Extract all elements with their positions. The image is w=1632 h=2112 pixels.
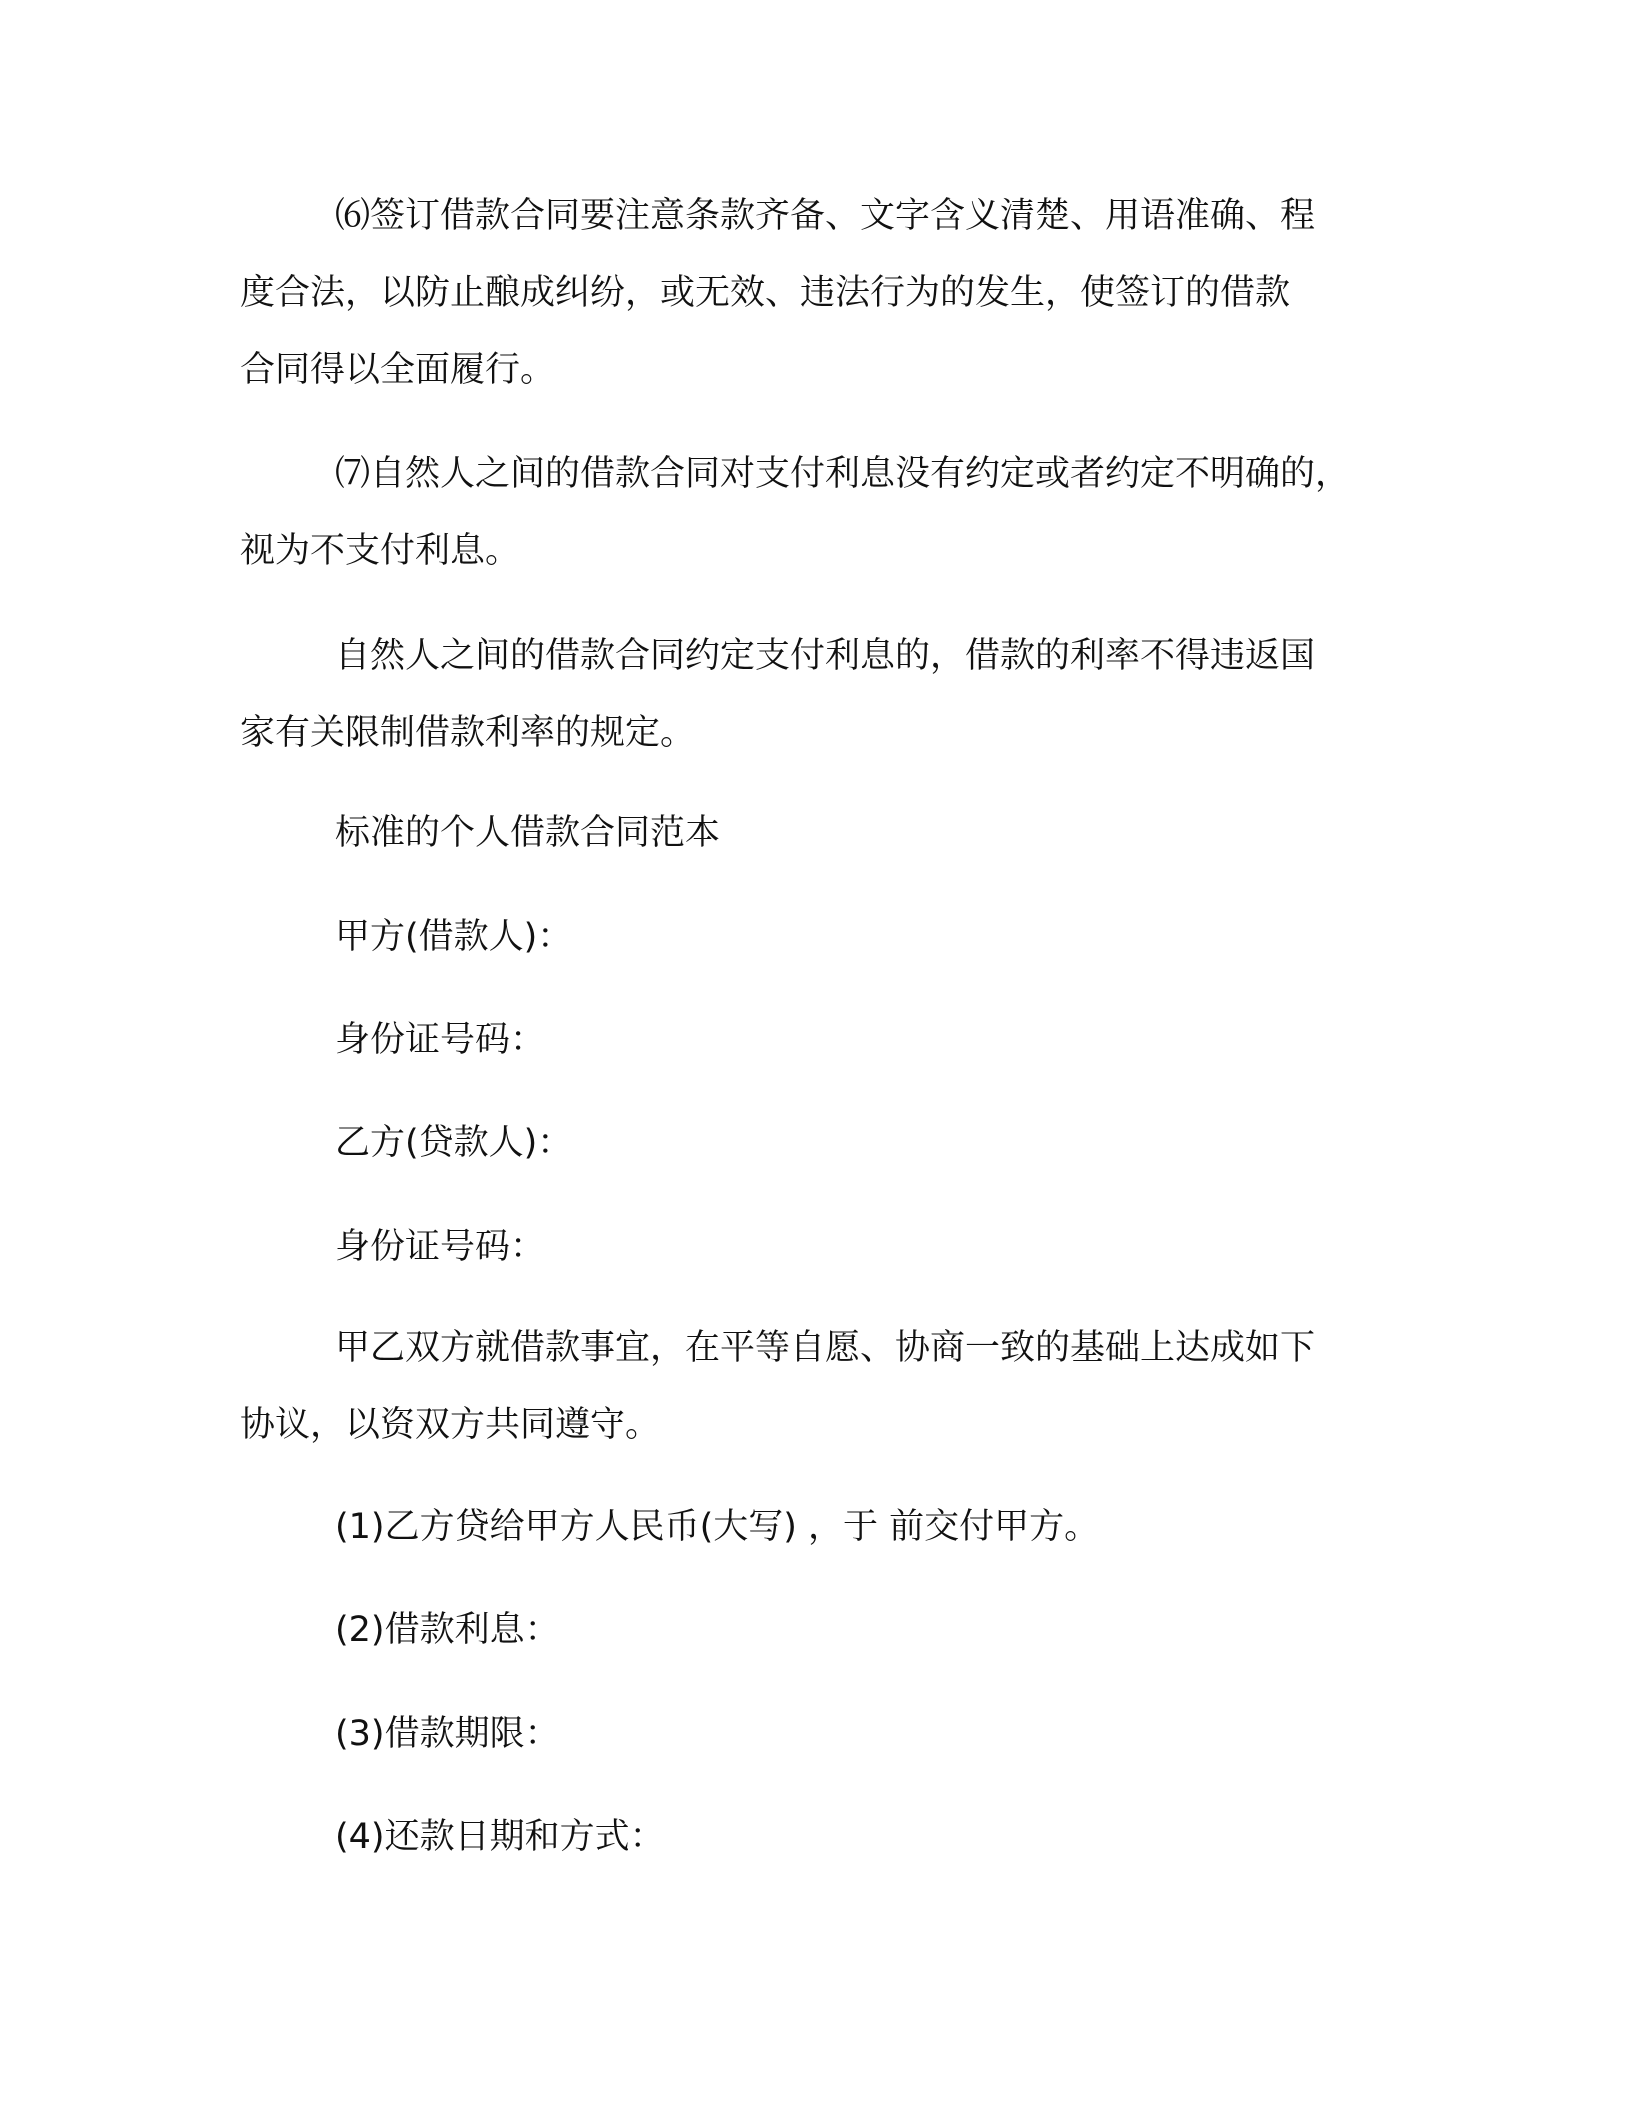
- clause-2: (2)借款利息：: [335, 1610, 560, 1650]
- clause-1: (1)乙方贷给甲方人民币(大写) ，于 前交付甲方。: [335, 1507, 1100, 1547]
- text-line: 家有关限制借款利率的规定。: [240, 713, 696, 753]
- party-b-label: 乙方(贷款人)：: [335, 1123, 573, 1163]
- paragraph-agreement: [240, 1310, 1390, 1464]
- text-line: 自然人之间的借款合同约定支付利息的，借款的利率不得违返国: [335, 636, 1316, 676]
- party-b-id-label: 身份证号码：: [335, 1227, 546, 1267]
- clause-3: (3)借款期限：: [335, 1714, 560, 1754]
- text-line: 协议，以资双方共同遵守。: [240, 1405, 661, 1445]
- party-a-id-label: 身份证号码：: [335, 1020, 546, 1060]
- text-line: 合同得以全面履行。: [240, 350, 556, 390]
- text-line: 视为不支付利息。: [240, 531, 521, 571]
- paragraph-interest-rule: [240, 618, 1390, 772]
- party-a-label: 甲方(借款人)：: [335, 917, 573, 957]
- template-title: 标准的个人借款合同范本: [335, 813, 721, 853]
- clause-4: (4)还款日期和方式：: [335, 1817, 665, 1857]
- text-line: ⑺自然人之间的借款合同对支付利息没有约定或者约定不明确的，: [335, 454, 1351, 494]
- text-line: ⑹签订借款合同要注意条款齐备、文字含义清楚、用语准确、程: [335, 196, 1316, 236]
- text-line: 度合法，以防止酿成纠纷，或无效、违法行为的发生，使签订的借款: [240, 273, 1291, 313]
- paragraph-clause-7: [240, 436, 1390, 590]
- text-line: 甲乙双方就借款事宜，在平等自愿、协商一致的基础上达成如下: [335, 1328, 1316, 1368]
- paragraph-clause-6: [240, 178, 1390, 409]
